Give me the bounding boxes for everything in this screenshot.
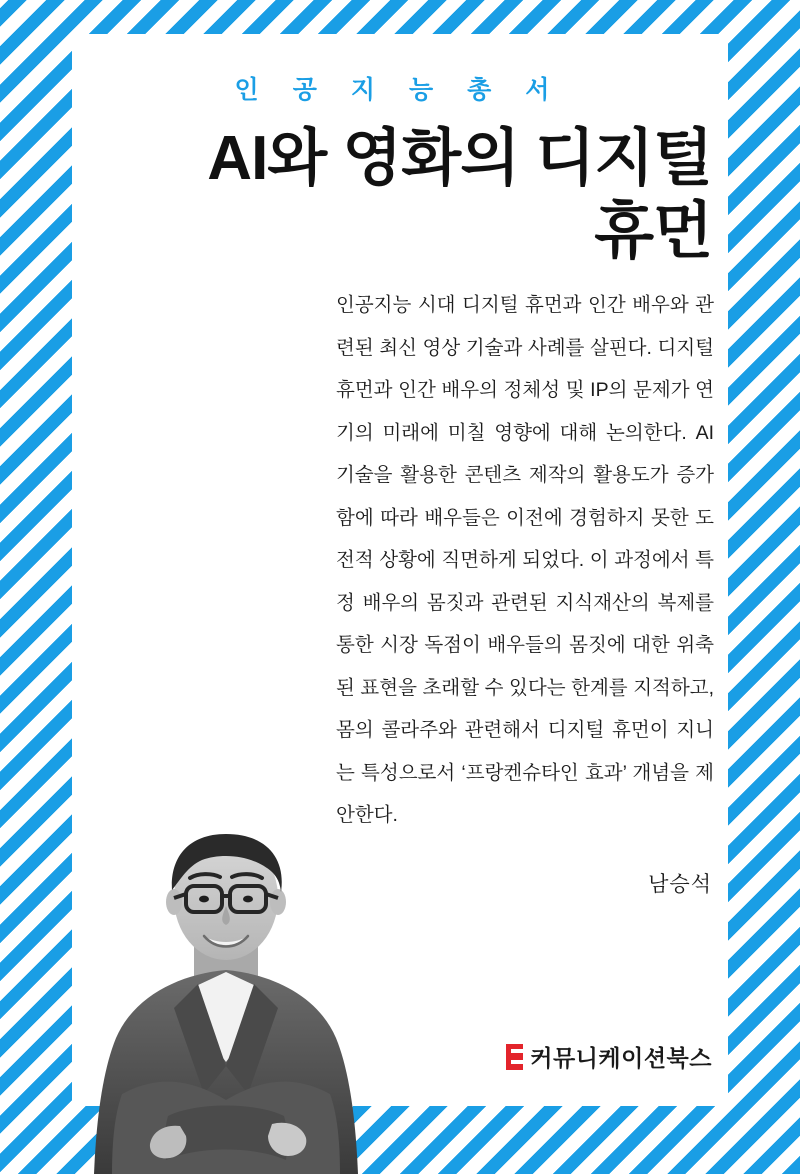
series-label: 인공지능총서	[234, 76, 584, 104]
author-name: 남승석	[648, 873, 712, 896]
book-title-line-2: 휴먼	[594, 197, 712, 267]
publisher-mark-icon	[506, 1044, 523, 1070]
book-title-line-1: AI와 영화의 디지털	[207, 124, 712, 193]
publisher-name: 커뮤니케이션북스	[530, 1045, 712, 1071]
book-description: 인공지능 시대 디지털 휴먼과 인간 배우와 관련된 최신 영상 기술과 사례를 살핀다. 디지털 휴먼과 인간 배우의 정체성 및 IP의 문제가 연기의 미래에 미칠 영향에 대해 논의한다. AI 기술을 활용한 콘텐츠 제작의 활용도가 증가함에 따라 배우들은 이전에 경험하지 못한 도전적 상황에 직면하게 되었다. 이 과정에서 특정 배우의 몸짓과 관련된 지식재산의 복제를 통한 시장 독점이 배우들의 몸짓에 대한 위축된 표현을 초래할 수 있다는 한계를 지적하고, 몸의 콜라주와 관련해서 디지털 휴먼이 지니는 특성으로서 ‘프랑켄슈타인 효과’ 개념을 제안한다.	[336, 294, 714, 826]
publisher-logo	[506, 1040, 712, 1073]
author-portrait-photo	[76, 794, 376, 1174]
book-title	[152, 122, 712, 268]
